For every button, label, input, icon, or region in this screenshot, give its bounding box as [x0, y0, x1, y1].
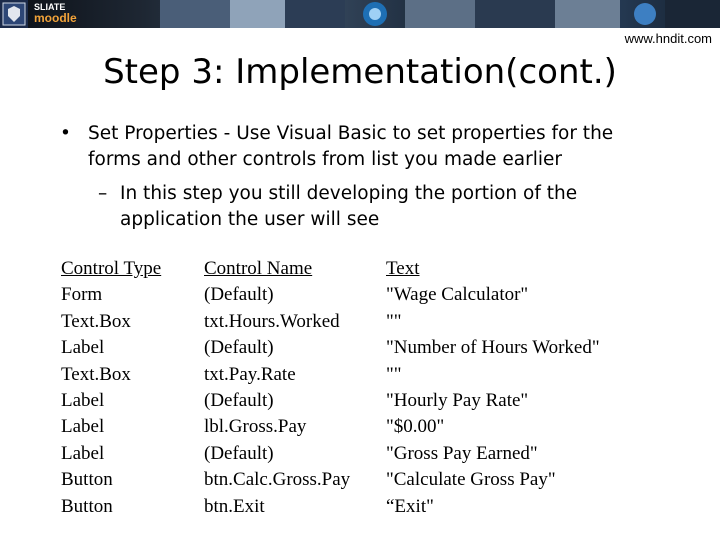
header-banner [0, 0, 720, 28]
cell-control-type: Form [61, 284, 103, 306]
header-control-type: Control Type [61, 258, 162, 279]
sliate-moodle-logo[interactable] [34, 2, 77, 24]
cell-text: “Exit" [386, 495, 434, 517]
cell-control-name: (Default) [204, 337, 274, 359]
header-text: Text [386, 258, 420, 279]
cell-control-name: txt.Hours.Worked [204, 310, 340, 332]
cell-control-type: Label [61, 416, 105, 438]
cell-control-type: Text.Box [61, 363, 131, 385]
cell-control-name: txt.Pay.Rate [204, 363, 296, 385]
logo-line-2: moodle [34, 11, 77, 25]
cell-text: "Wage Calculator" [386, 284, 529, 306]
cell-text: "Gross Pay Earned" [386, 442, 538, 464]
bullet-list [60, 121, 700, 233]
cell-control-type: Label [61, 337, 105, 359]
cell-control-name: btn.Calc.Gross.Pay [204, 469, 351, 491]
bullet-text-line-1: Set Properties - Use Visual Basic to set properties for the [88, 123, 614, 144]
cell-control-name: (Default) [204, 389, 274, 411]
cell-control-name: btn.Exit [204, 495, 265, 517]
cell-control-name: lbl.Gross.Pay [204, 416, 307, 438]
banner-collage-image [160, 0, 720, 28]
logo-line-1: SLIATE [34, 2, 66, 12]
sub-bullet-item [98, 181, 700, 233]
sub-bullet-line-2: application the user will see [120, 209, 380, 230]
cell-text: "$0.00" [386, 416, 445, 438]
cell-control-name: (Default) [204, 442, 274, 464]
shield-icon [0, 0, 28, 28]
cell-text: "Number of Hours Worked" [386, 337, 600, 359]
header-control-name: Control Name [204, 258, 313, 279]
cell-control-type: Label [61, 389, 105, 411]
slide-title: Step 3: Implementation(cont.) [103, 52, 617, 92]
site-url[interactable]: www.hndit.com [624, 31, 712, 46]
bullet-item [60, 121, 700, 173]
logo-emblem [0, 0, 28, 28]
cell-control-type: Button [61, 495, 113, 517]
cell-text: "" [386, 363, 402, 385]
cell-control-type: Text.Box [61, 310, 131, 332]
cell-text: "" [386, 310, 402, 332]
bullet-text [88, 123, 613, 170]
sub-bullet-line-1: In this step you still developing the portion of the [120, 183, 578, 204]
bullet-text-line-2: forms and other controls from list you made earlier [88, 149, 562, 170]
cell-text: "Calculate Gross Pay" [386, 469, 556, 491]
cell-text: "Hourly Pay Rate" [386, 389, 529, 411]
cell-control-type: Label [61, 442, 105, 464]
cell-control-type: Button [61, 469, 113, 491]
bullet-icon: • [60, 123, 71, 144]
cell-control-name: (Default) [204, 284, 274, 306]
dash-icon: – [98, 183, 108, 204]
